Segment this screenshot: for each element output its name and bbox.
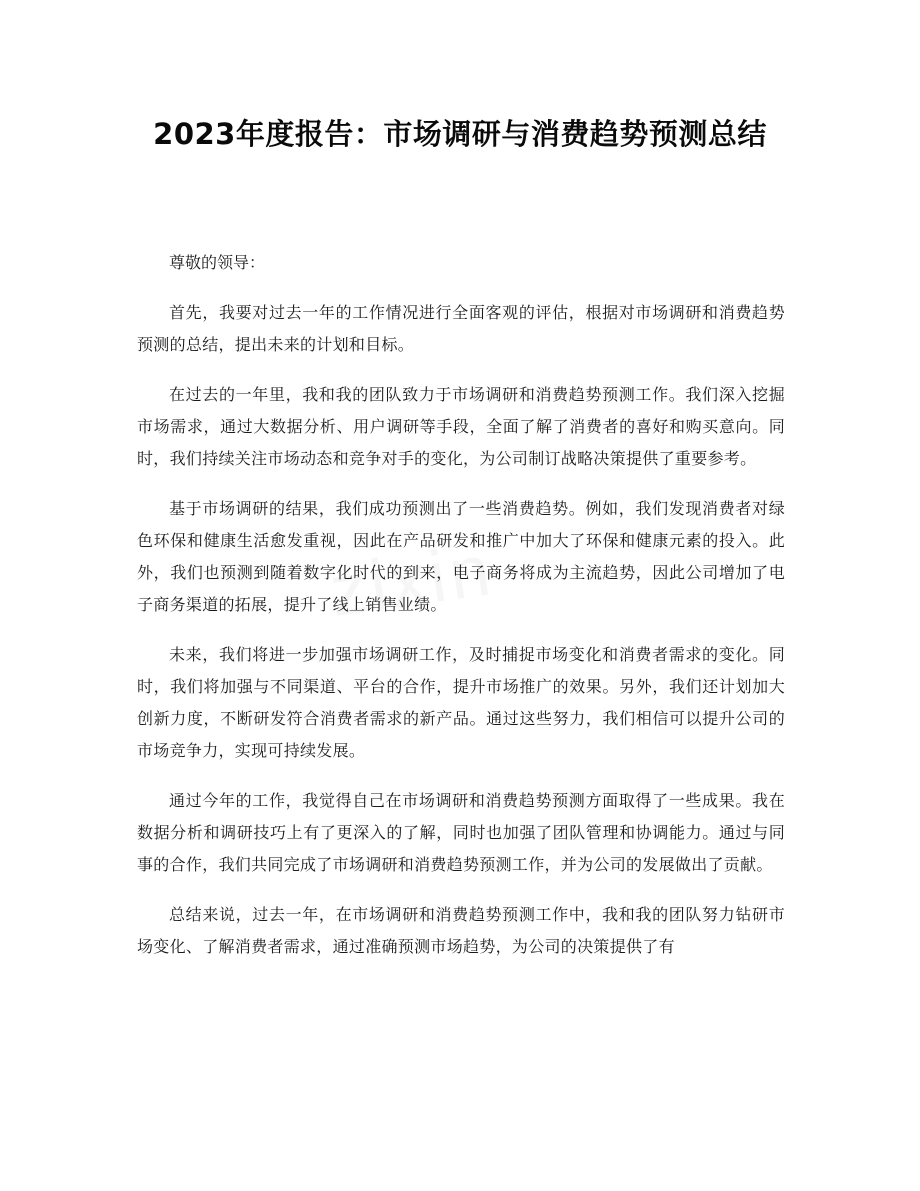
document-body xyxy=(137,247,785,981)
paragraph-3: 基于市场调研的结果，我们成功预测出了一些消费趋势。例如，我们发现消费者对绿色环保和健康生活愈发重视，因此在产品研发和推广中加大了环保和健康元素的投入。此外，我们也预测到随着数字化时代的到来，电子商务将成为主流趋势，因此公司增加了电子商务渠道的拓展，提升了线上销售业绩。 xyxy=(137,499,785,614)
paragraph-2: 在过去的一年里，我和我的团队致力于市场调研和消费趋势预测工作。我们深入挖掘市场需求，通过大数据分析、用户调研等手段，全面了解了消费者的喜好和购买意向。同时，我们持续关注市场动态和竞争对手的变化，为公司制订战略决策提供了重要参考。 xyxy=(137,385,785,468)
paragraph-4: 未来，我们将进一步加强市场调研工作，及时捕捉市场变化和消费者需求的变化。同时，我们将加强与不同渠道、平台的合作，提升市场推广的效果。另外，我们还计划加大创新力度，不断研发符合消费者需求的新产品。通过这些努力，我们相信可以提升公司的市场竞争力，实现可持续发展。 xyxy=(137,645,785,760)
greeting: 尊敬的领导： xyxy=(169,253,266,272)
paragraph-1: 首先，我要对过去一年的工作情况进行全面客观的评估，根据对市场调研和消费趋势预测的总结，提出未来的计划和目标。 xyxy=(137,303,785,354)
document-title: 2023年度报告：市场调研与消费趋势预测总结 xyxy=(153,117,767,151)
paragraph-6: 总结来说，过去一年，在市场调研和消费趋势预测工作中，我和我的团队努力钻研市场变化、了解消费者需求，通过准确预测市场趋势，为公司的决策提供了有 xyxy=(137,905,785,956)
paragraph-5: 通过今年的工作，我觉得自己在市场调研和消费趋势预测方面取得了一些成果。我在数据分析和调研技巧上有了更深入的了解，同时也加强了团队管理和协调能力。通过与同事的合作，我们共同完成了市场调研和消费趋势预测工作，并为公司的发展做出了贡献。 xyxy=(137,791,785,874)
